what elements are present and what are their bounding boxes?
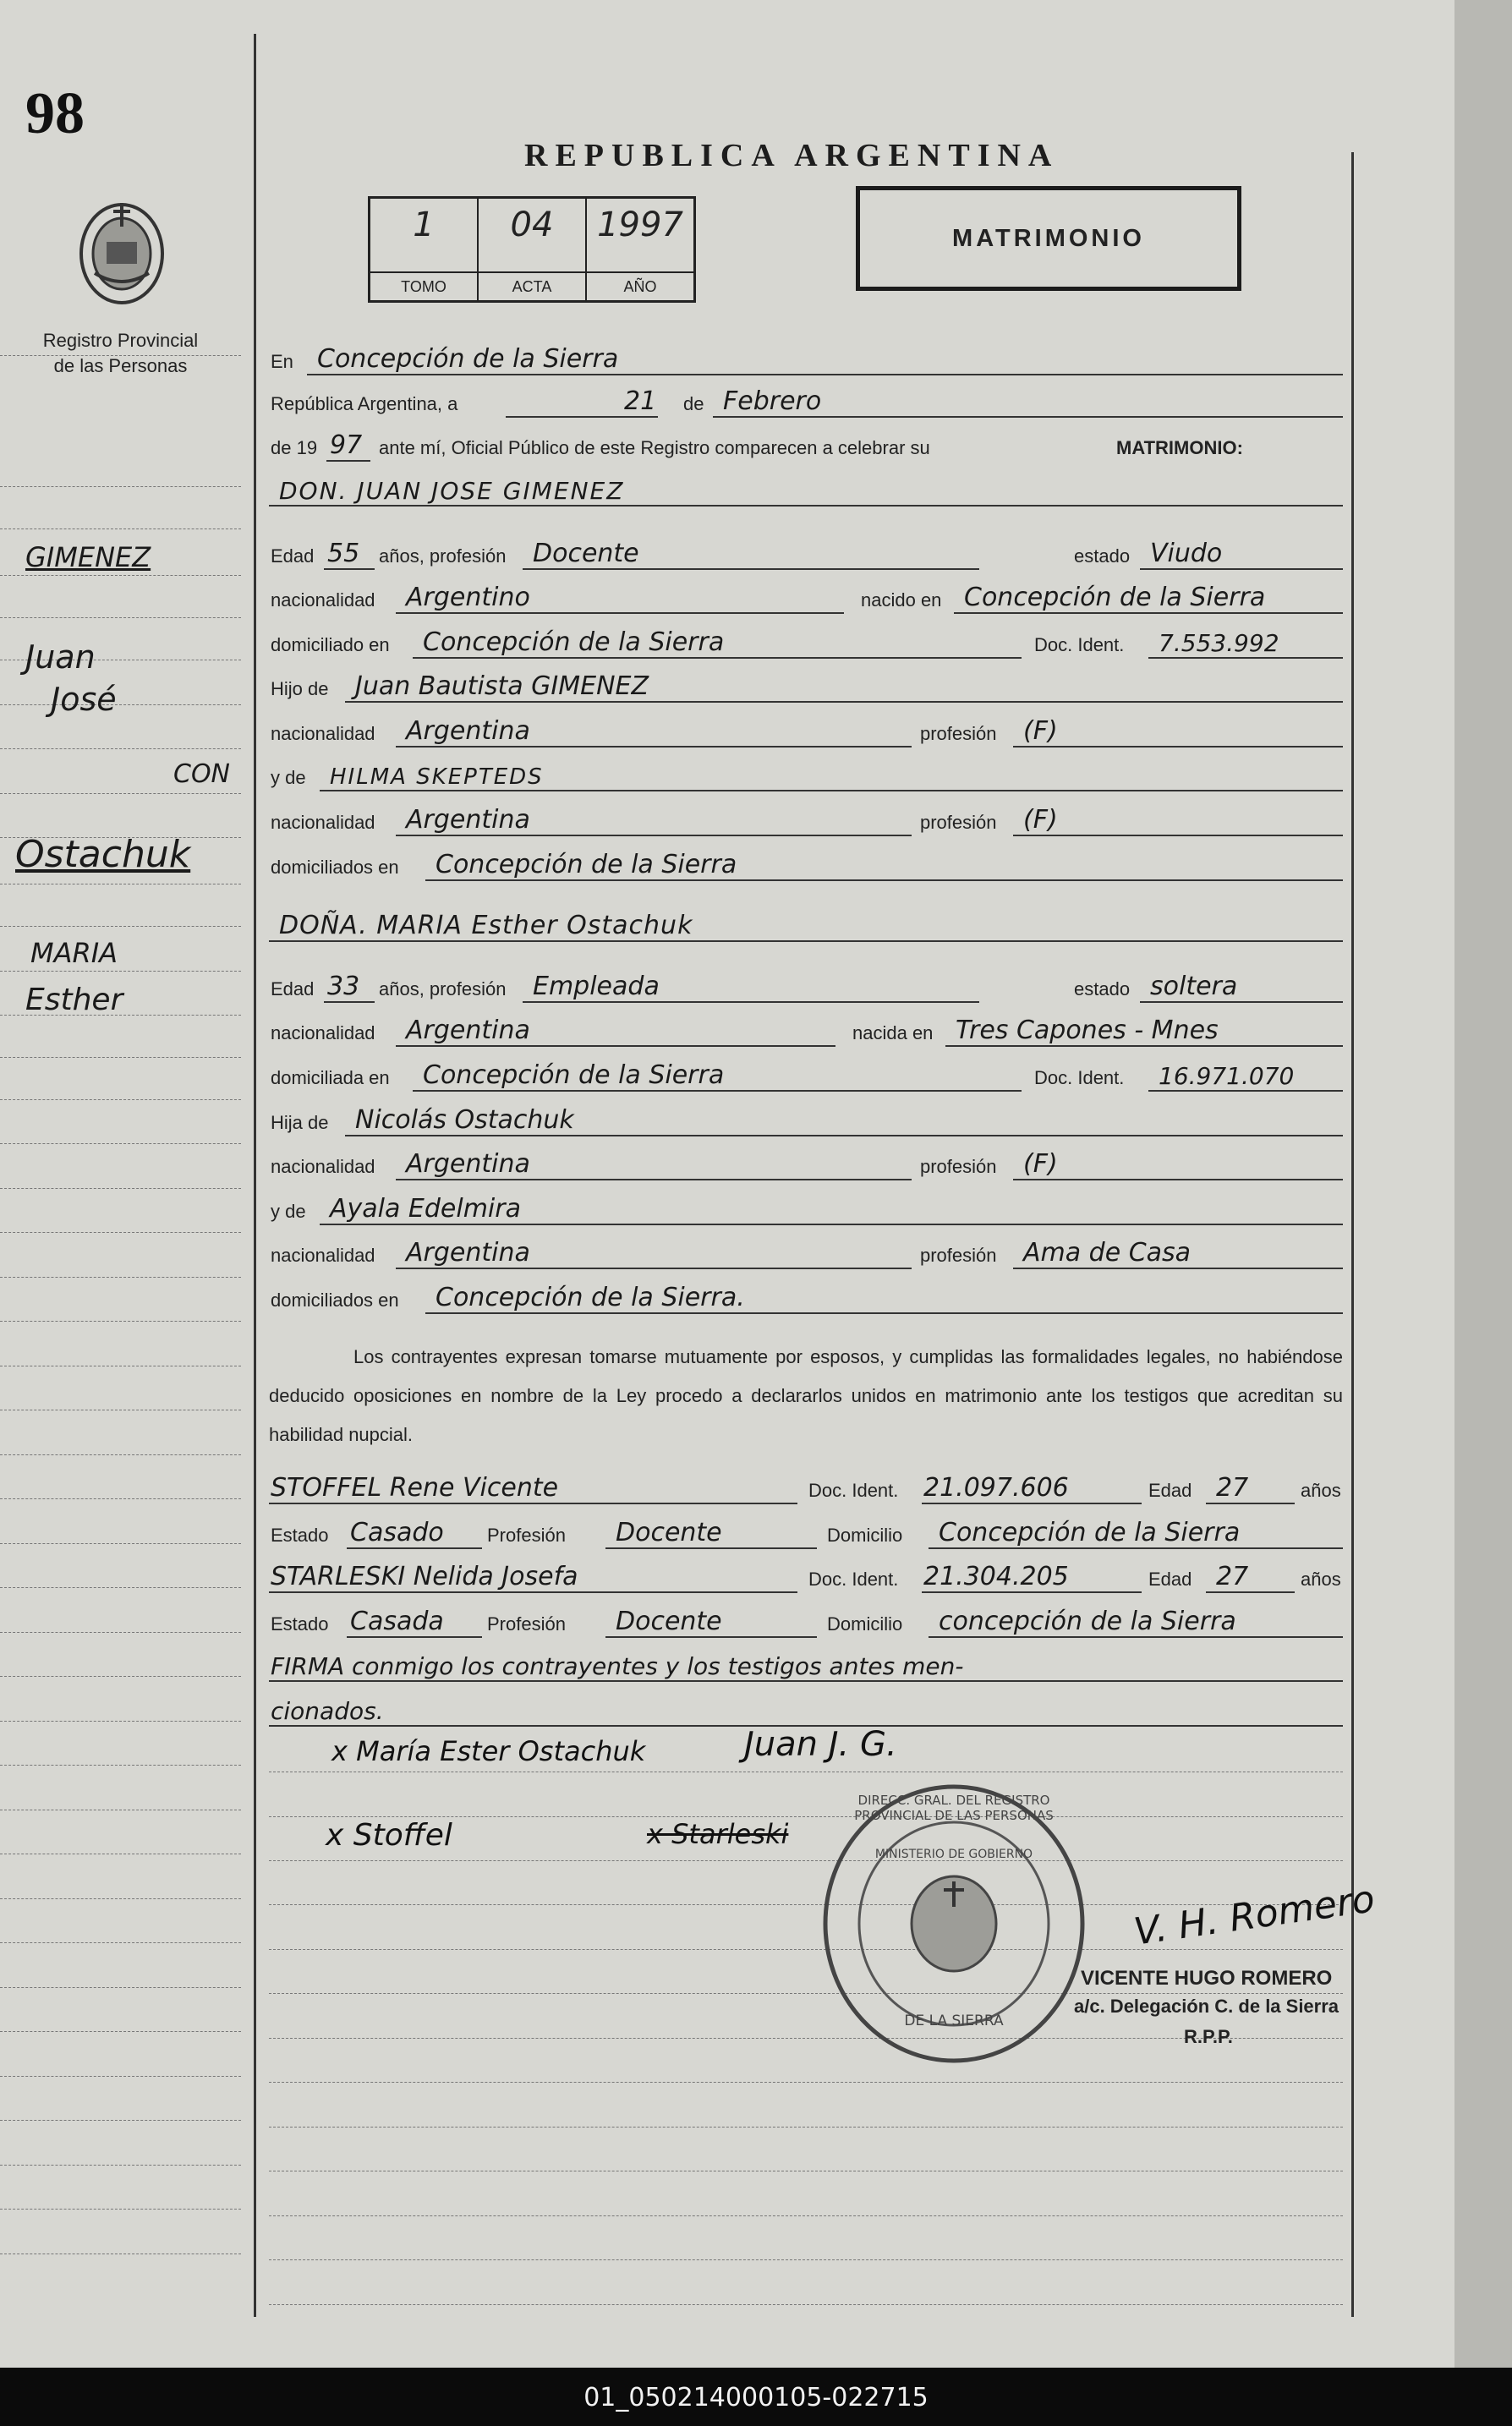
witness1-doc-value: 21.097.606 xyxy=(923,1473,1069,1503)
groom-hijo-label: Hijo de xyxy=(271,678,329,699)
bride-mother-nationality-value: Argentina xyxy=(406,1238,530,1268)
margin-rule xyxy=(0,704,241,705)
bride-mother-profesion-label: profesión xyxy=(920,1245,997,1266)
registry-name-line2: de las Personas xyxy=(53,355,188,376)
groom-age-value: 55 xyxy=(327,539,360,568)
day-value: 21 xyxy=(624,386,657,416)
acta-value: 04 xyxy=(510,205,554,244)
witness2-name-field xyxy=(269,1564,797,1593)
margin-rule xyxy=(0,1587,241,1588)
bride-mother-nationality-field xyxy=(396,1240,912,1269)
groom-mother-field xyxy=(320,763,1343,791)
margin-rule xyxy=(0,617,241,618)
witness2-row2 xyxy=(269,1609,1343,1638)
margin-rule xyxy=(0,1321,241,1322)
day-field xyxy=(506,386,658,418)
stamp-bottom-text: DE LA SIERRA xyxy=(904,2013,1004,2029)
margin-rule xyxy=(0,486,241,487)
margin-rule xyxy=(0,1632,241,1633)
groom-father-nationality-field xyxy=(396,716,912,748)
margin-rule xyxy=(0,1232,241,1233)
acta-label: ACTA xyxy=(479,271,585,300)
month-field xyxy=(713,386,1343,418)
closing-row2 xyxy=(269,1698,1343,1727)
bride-father-row xyxy=(269,1105,1343,1136)
witness1-domicile-field xyxy=(929,1520,1343,1549)
bride-father-profession-value: (F) xyxy=(1023,1149,1058,1179)
bride-doc-label: Doc. Ident. xyxy=(1034,1067,1125,1088)
margin-rule xyxy=(0,1057,241,1058)
witness1-anos-label: años xyxy=(1301,1480,1341,1501)
witness2-anos-label: años xyxy=(1301,1569,1341,1590)
margin-surname-1: GIMENEZ xyxy=(25,541,151,573)
groom-father-field xyxy=(345,671,1343,703)
groom-anos-profesion-label: años, profesión xyxy=(379,545,507,567)
groom-doc-value: 7.553.992 xyxy=(1159,629,1279,657)
year-value: 97 xyxy=(330,430,363,460)
ano-value: 1997 xyxy=(597,205,683,244)
closing-line1: FIRMA conmigo los contrayentes y los testigos antes men- xyxy=(271,1652,964,1680)
file-identifier: 01_050214000105-022715 xyxy=(583,2383,929,2412)
margin-rule xyxy=(0,1765,241,1766)
bride-edad-label: Edad xyxy=(271,978,315,999)
bride-birthplace-field xyxy=(945,1018,1343,1047)
witness1-marital-field xyxy=(347,1520,482,1549)
closing-line2: cionados. xyxy=(271,1697,384,1725)
bride-mother-row xyxy=(269,1194,1343,1225)
bride-nationality-row xyxy=(269,1018,1343,1047)
right-border-line xyxy=(1351,152,1354,2317)
closing-field-1 xyxy=(269,1653,1343,1682)
margin-given-2-line1: MARIA xyxy=(30,937,118,969)
matrimonio-word: MATRIMONIO: xyxy=(1116,437,1243,458)
witness2-profesion-label: Profesión xyxy=(487,1613,566,1635)
groom-nacido-label: nacido en xyxy=(861,589,942,611)
groom-mother-nationality-row xyxy=(269,805,1343,836)
margin-rule xyxy=(0,528,241,529)
place-value: Concepción de la Sierra xyxy=(317,344,619,374)
margin-rule xyxy=(0,2165,241,2166)
witness2-row1 xyxy=(269,1564,1343,1593)
ano-label: AÑO xyxy=(587,271,693,300)
declaration-text: Los contrayentes expresan tomarse mutuamente por esposos, y cumplidas las formalidades legales, no habiéndose deducido oposiciones en nombre de la Ley procedo a declararlos unidos en matrimonio ante los testigos que acreditan su habilidad nupcial. xyxy=(269,1346,1343,1445)
bride-yde-label: y de xyxy=(271,1201,306,1222)
en-label: En xyxy=(271,351,293,372)
witness2-doc-field xyxy=(922,1564,1142,1593)
witness2-domicile-field xyxy=(929,1609,1343,1638)
groom-name-field xyxy=(269,478,1343,507)
groom-mother-nacionalidad-label: nacionalidad xyxy=(271,812,375,833)
witness2-marital-value: Casada xyxy=(350,1607,444,1636)
bride-estado-label: estado xyxy=(1074,978,1131,999)
bride-anos-profesion-label: años, profesión xyxy=(379,978,507,999)
margin-rule xyxy=(0,971,241,972)
closing-row1 xyxy=(269,1653,1343,1682)
margin-rule xyxy=(0,575,241,576)
bride-mother-nacionalidad-label: nacionalidad xyxy=(271,1245,375,1266)
groom-yde-label: y de xyxy=(271,767,306,788)
witness1-domicile-value: Concepción de la Sierra xyxy=(939,1518,1241,1547)
witness1-age-field xyxy=(1206,1473,1295,1504)
bride-father-nationality-field xyxy=(396,1149,912,1180)
margin-rule xyxy=(0,926,241,927)
witness2-domicilio-label: Domicilio xyxy=(827,1613,903,1635)
groom-parents-domicile-row xyxy=(269,852,1343,881)
bride-father-profesion-label: profesión xyxy=(920,1156,997,1177)
bride-hija-label: Hija de xyxy=(271,1112,329,1133)
groom-age-row xyxy=(269,541,1343,570)
de19-label: de 19 xyxy=(271,437,318,458)
de-label: de xyxy=(683,393,704,414)
witness2-doc-label: Doc. Ident. xyxy=(808,1569,899,1590)
groom-father-profession-value: (F) xyxy=(1023,716,1058,746)
groom-marital-field xyxy=(1140,541,1343,570)
ruled-line xyxy=(269,1949,1343,1950)
groom-nationality-row xyxy=(269,585,1343,614)
witness2-domicile-value: concepción de la Sierra xyxy=(939,1607,1236,1636)
witness2-profession-field xyxy=(605,1609,817,1638)
witness1-profesion-label: Profesión xyxy=(487,1525,566,1546)
groom-nacionalidad-label: nacionalidad xyxy=(271,589,375,611)
witness1-estado-label: Estado xyxy=(271,1525,329,1546)
bride-parents-domicile-field xyxy=(425,1285,1343,1314)
groom-edad-label: Edad xyxy=(271,545,315,567)
month-value: Febrero xyxy=(723,386,822,416)
republica-label: República Argentina, a xyxy=(271,393,458,414)
groom-mother-value: HILMA SKEPTEDS xyxy=(330,764,544,790)
groom-name-row xyxy=(269,478,1343,507)
ruled-line xyxy=(269,2304,1343,2305)
groom-nationality-field xyxy=(396,585,844,614)
ruled-line xyxy=(269,2038,1343,2039)
registry-name xyxy=(17,328,224,379)
groom-signature: Juan J. G. xyxy=(744,1725,897,1764)
bride-name-value: DOÑA. MARIA Esther Ostachuk xyxy=(279,911,693,940)
margin-rule xyxy=(0,793,241,794)
bride-age-field xyxy=(324,974,375,1003)
groom-parents-domicile-value: Concepción de la Sierra xyxy=(436,850,737,879)
groom-profession-value: Docente xyxy=(533,539,639,568)
groom-father-nationality-value: Argentina xyxy=(406,716,530,746)
groom-domiciliado-label: domiciliado en xyxy=(271,634,390,655)
tomo-value: 1 xyxy=(413,205,435,244)
witness2-profession-value: Docente xyxy=(616,1607,722,1636)
bride-domicile-value: Concepción de la Sierra xyxy=(423,1060,725,1090)
ruled-line xyxy=(269,2215,1343,2216)
place-field xyxy=(307,344,1343,375)
witness1-row1 xyxy=(269,1473,1343,1504)
bride-doc-field xyxy=(1148,1063,1343,1092)
witness1-domicilio-label: Domicilio xyxy=(827,1525,903,1546)
margin-rule xyxy=(0,748,241,749)
witness2-age-field xyxy=(1206,1564,1295,1593)
bride-domicile-row xyxy=(269,1060,1343,1092)
groom-doc-field xyxy=(1148,630,1343,659)
official-abbr: R.P.P. xyxy=(1184,2026,1233,2047)
margin-rule xyxy=(0,2076,241,2077)
margin-rule xyxy=(0,1143,241,1144)
adjacent-page-edge xyxy=(1454,0,1512,2368)
margin-rule xyxy=(0,1676,241,1677)
groom-age-field xyxy=(324,541,375,570)
margin-surname-2: Ostachuk xyxy=(15,833,191,876)
groom-domiciliados-label: domiciliados en xyxy=(271,857,399,878)
bride-mother-profession-field xyxy=(1013,1240,1343,1269)
margin-rule xyxy=(0,1942,241,1943)
bride-mother-profession-value: Ama de Casa xyxy=(1023,1238,1192,1268)
bride-domiciliados-label: domiciliados en xyxy=(271,1290,399,1311)
acta-cell xyxy=(479,199,587,300)
groom-mother-profesion-label: profesión xyxy=(920,812,997,833)
ruled-line xyxy=(269,1816,1343,1817)
bride-domiciliada-label: domiciliada en xyxy=(271,1067,390,1088)
ante-text: ante mí, Oficial Público de este Registro comparecen a celebrar su xyxy=(379,437,930,458)
stamp-inner-text: MINISTERIO DE GOBIERNO xyxy=(874,1848,1033,1861)
bride-nacionalidad-label: nacionalidad xyxy=(271,1022,375,1043)
margin-rule xyxy=(0,1498,241,1499)
bride-birthplace-value: Tres Capones - Mnes xyxy=(956,1016,1219,1045)
margin-rule xyxy=(0,2031,241,2032)
bride-marital-value: soltera xyxy=(1150,972,1238,1001)
year-field xyxy=(326,430,370,462)
bride-domicile-field xyxy=(413,1060,1022,1092)
bride-name-field xyxy=(269,913,1343,942)
provincial-emblem-icon xyxy=(69,193,174,311)
ruled-line xyxy=(269,2259,1343,2260)
groom-profession-field xyxy=(523,541,979,570)
margin-given-1-line2: José xyxy=(51,681,117,718)
bride-nationality-value: Argentina xyxy=(406,1016,530,1045)
witness2-doc-value: 21.304.205 xyxy=(923,1562,1069,1591)
groom-father-nationality-row xyxy=(269,716,1343,748)
closing-field-2 xyxy=(269,1698,1343,1727)
groom-father-profesion-label: profesión xyxy=(920,723,997,744)
groom-birthplace-field xyxy=(954,585,1343,614)
witness1-name-value: STOFFEL Rene Vicente xyxy=(271,1473,559,1503)
margin-rule xyxy=(0,1987,241,1988)
witness2-estado-label: Estado xyxy=(271,1613,329,1635)
margin-given-2-line2: Esther xyxy=(25,983,123,1017)
margin-rule xyxy=(0,2253,241,2254)
bride-mother-field xyxy=(320,1194,1343,1225)
groom-domicile-row xyxy=(269,627,1343,659)
intro-date-row xyxy=(269,386,1343,418)
witness1-name-field xyxy=(269,1473,797,1504)
ano-cell xyxy=(587,199,693,300)
official-name: VICENTE HUGO ROMERO xyxy=(1081,1967,1333,1990)
reference-box xyxy=(368,196,696,303)
witness2-name-value: STARLESKI Nelida Josefa xyxy=(271,1562,578,1591)
bride-age-row xyxy=(269,974,1343,1003)
witness1-edad-label: Edad xyxy=(1148,1480,1192,1501)
intro-year-row xyxy=(269,430,1343,462)
witness1-age-value: 27 xyxy=(1216,1473,1249,1503)
bride-father-profession-field xyxy=(1013,1149,1343,1180)
bride-doc-value: 16.971.070 xyxy=(1159,1062,1295,1090)
groom-mother-profession-value: (F) xyxy=(1023,805,1058,835)
bride-parents-domicile-value: Concepción de la Sierra. xyxy=(436,1283,745,1312)
margin-connector: CON xyxy=(173,759,231,789)
groom-mother-row xyxy=(269,763,1343,791)
witness1-marital-value: Casado xyxy=(350,1518,444,1547)
bride-signature: x María Ester Ostachuk xyxy=(331,1735,646,1767)
bride-nationality-field xyxy=(396,1018,835,1047)
witness1-signature: x Stoffel xyxy=(326,1818,452,1853)
groom-doc-label: Doc. Ident. xyxy=(1034,634,1125,655)
stamp-ring-text: DIRECC. GRAL. DEL REGISTRO PROVINCIAL DE LAS PERSONAS xyxy=(854,1793,1054,1823)
margin-rule xyxy=(0,1277,241,1278)
bride-father-nationality-value: Argentina xyxy=(406,1149,530,1179)
bride-mother-value: Ayala Edelmira xyxy=(330,1194,521,1224)
groom-father-value: Juan Bautista GIMENEZ xyxy=(355,671,649,701)
left-border-line xyxy=(254,34,256,2317)
intro-place-row xyxy=(269,344,1343,375)
republic-title: REPUBLICA ARGENTINA xyxy=(524,138,1060,173)
groom-mother-nationality-field xyxy=(396,805,912,836)
groom-domicile-value: Concepción de la Sierra xyxy=(423,627,725,657)
groom-nationality-value: Argentino xyxy=(406,583,530,612)
tomo-cell xyxy=(370,199,479,300)
margin-rule xyxy=(0,355,241,356)
witness1-doc-label: Doc. Ident. xyxy=(808,1480,899,1501)
document-type: MATRIMONIO xyxy=(856,186,1241,291)
bride-father-field xyxy=(345,1105,1343,1136)
margin-rule xyxy=(0,2209,241,2210)
bride-name-row xyxy=(269,913,1343,942)
witness2-age-value: 27 xyxy=(1216,1562,1249,1591)
groom-name-value: DON. JUAN JOSE GIMENEZ xyxy=(279,477,625,505)
margin-rule xyxy=(0,1099,241,1100)
witness2-signature: x Starleski xyxy=(647,1818,789,1850)
groom-father-profession-field xyxy=(1013,716,1343,748)
ruled-line xyxy=(269,1993,1343,1994)
bride-profession-value: Empleada xyxy=(533,972,660,1001)
bride-father-value: Nicolás Ostachuk xyxy=(355,1105,574,1135)
bride-parents-domicile-row xyxy=(269,1285,1343,1314)
groom-marital-value: Viudo xyxy=(1150,539,1223,568)
bride-age-value: 33 xyxy=(327,972,360,1001)
margin-rule xyxy=(0,2120,241,2121)
margin-rule xyxy=(0,1721,241,1722)
witness1-profession-field xyxy=(605,1520,817,1549)
margin-rule xyxy=(0,1543,241,1544)
margin-rule xyxy=(0,1188,241,1189)
bride-father-nationality-row xyxy=(269,1149,1343,1180)
groom-estado-label: estado xyxy=(1074,545,1131,567)
bride-profession-field xyxy=(523,974,979,1003)
groom-mother-profession-field xyxy=(1013,805,1343,836)
page-number: 98 xyxy=(25,81,85,146)
tomo-label: TOMO xyxy=(370,271,477,300)
groom-domicile-field xyxy=(413,627,1022,659)
ruled-line xyxy=(269,2127,1343,2128)
groom-father-nacionalidad-label: nacionalidad xyxy=(271,723,375,744)
margin-rule xyxy=(0,1454,241,1455)
groom-birthplace-value: Concepción de la Sierra xyxy=(964,583,1266,612)
official-signature: V. H. Romero xyxy=(1131,1877,1378,1954)
official-role: a/c. Delegación C. de la Sierra xyxy=(1074,1996,1339,2017)
groom-father-row xyxy=(269,671,1343,703)
witness2-marital-field xyxy=(347,1609,482,1638)
witness1-profession-value: Docente xyxy=(616,1518,722,1547)
bride-marital-field xyxy=(1140,974,1343,1003)
groom-mother-nationality-value: Argentina xyxy=(406,805,530,835)
witness1-doc-field xyxy=(922,1473,1142,1504)
witness2-edad-label: Edad xyxy=(1148,1569,1192,1590)
registry-name-line1: Registro Provincial xyxy=(42,330,199,351)
ruled-line xyxy=(269,2082,1343,2083)
ruled-line xyxy=(269,1860,1343,1861)
witness1-row2 xyxy=(269,1520,1343,1549)
bride-nacida-label: nacida en xyxy=(852,1022,934,1043)
bride-father-nacionalidad-label: nacionalidad xyxy=(271,1156,375,1177)
groom-parents-domicile-field xyxy=(425,852,1343,881)
margin-given-1-line1: Juan xyxy=(25,638,96,676)
margin-rule xyxy=(0,1898,241,1899)
bride-mother-nationality-row xyxy=(269,1240,1343,1269)
